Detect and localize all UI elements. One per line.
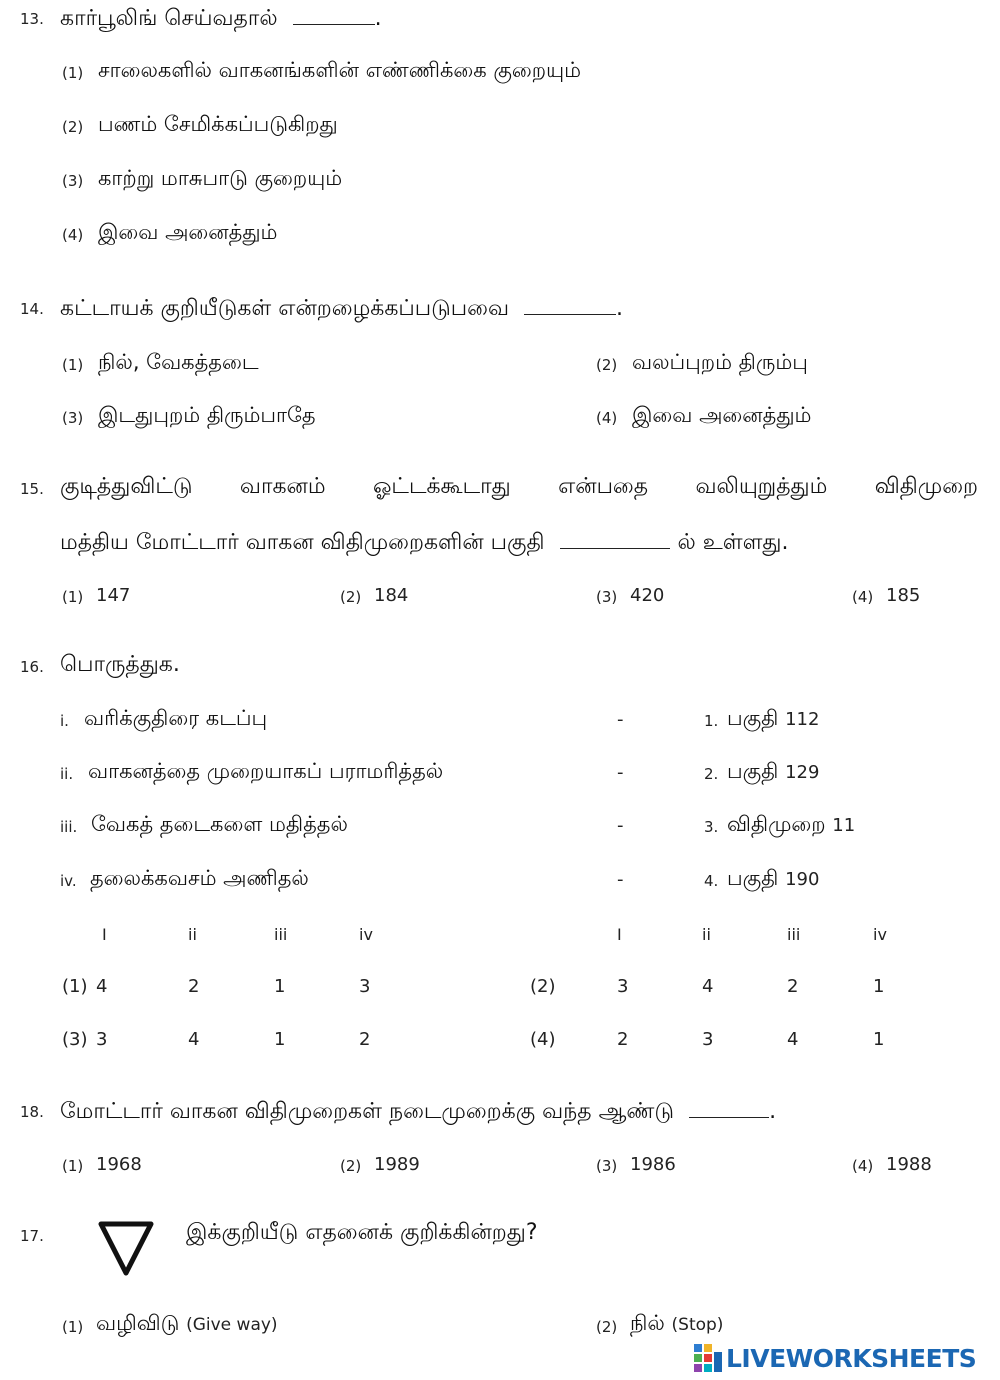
- match-row-4-roman: iv.: [60, 872, 77, 890]
- q13-option-1: சாலைகளில் வாகனங்களின் எண்ணிக்கை குறையும்: [98, 58, 581, 82]
- grid-header-left-2: ii: [188, 925, 197, 944]
- q13-option-2-number: (2): [62, 118, 84, 136]
- q16-option-2-val-2: 4: [702, 976, 714, 997]
- match-row-4-rnum: 4.: [704, 872, 719, 890]
- q14-option-1: நில், வேகத்தடை: [98, 350, 259, 374]
- q17-option-1: வழிவிடு (Give way): [96, 1311, 278, 1335]
- q14-option-4: இவை அனைத்தும்: [632, 403, 812, 427]
- q13-option-1-number: (1): [62, 64, 84, 82]
- q15-option-4-number: (4): [852, 588, 874, 606]
- q16-option-2-number: (2): [530, 976, 556, 997]
- match-row-3-left: வேகத் தடைகளை மதித்தல்: [91, 812, 348, 836]
- q14-option-1-number: (1): [62, 356, 84, 374]
- q17-option-1-number: (1): [62, 1318, 84, 1336]
- question-17-text: இக்குறியீடு எதனைக் குறிக்கின்றது?: [186, 1220, 538, 1245]
- question-13-text: கார்பூலிங் செய்வதால் .: [60, 6, 382, 31]
- brand-name: LIVEWORKSHEETS: [726, 1343, 977, 1373]
- match-row-4-dash: -: [617, 869, 624, 890]
- q15-option-1: 147: [96, 585, 131, 606]
- match-row-3-right: விதிமுறை 11: [727, 812, 856, 836]
- question-15-number: 15.: [20, 480, 44, 498]
- match-row-2-right: பகுதி 129: [727, 759, 820, 783]
- q13-option-2: பணம் சேமிக்கப்படுகிறது: [98, 112, 338, 136]
- grid-header-right-4: iv: [873, 925, 887, 944]
- q18-option-1-number: (1): [62, 1157, 84, 1175]
- q15-option-4: 185: [886, 585, 921, 606]
- match-row-2-left: வாகனத்தை முறையாகப் பராமரித்தல்: [88, 759, 444, 783]
- q14-option-4-number: (4): [596, 409, 618, 427]
- q14-option-3: இடதுபுறம் திரும்பாதே: [98, 403, 316, 427]
- q18-option-4-number: (4): [852, 1157, 874, 1175]
- q18-option-3-number: (3): [596, 1157, 618, 1175]
- match-row-1-rnum: 1.: [704, 712, 719, 730]
- match-row-3-roman: iii.: [60, 818, 78, 836]
- q15-option-2: 184: [374, 585, 409, 606]
- q16-option-3-val-2: 4: [188, 1029, 200, 1050]
- q18-option-3: 1986: [630, 1154, 676, 1175]
- give-way-triangle-icon: [96, 1218, 156, 1278]
- question-16-number: 16.: [20, 658, 44, 676]
- q14-option-3-number: (3): [62, 409, 84, 427]
- question-13-number: 13.: [20, 10, 44, 28]
- q14-option-2-number: (2): [596, 356, 618, 374]
- question-17-number: 17.: [20, 1227, 44, 1245]
- match-row-2-roman: ii.: [60, 765, 74, 783]
- q16-option-1-val-4: 3: [359, 976, 371, 997]
- question-14-number: 14.: [20, 300, 44, 318]
- q16-option-1-number: (1): [62, 976, 88, 997]
- q13-option-3-number: (3): [62, 172, 84, 190]
- q16-option-3-val-4: 2: [359, 1029, 371, 1050]
- q16-option-3-val-3: 1: [274, 1029, 286, 1050]
- question-18-text: மோட்டார் வாகன விதிமுறைகள் நடைமுறைக்கு வந்த ஆண்டு .: [60, 1099, 777, 1124]
- answer-blank: [689, 1099, 769, 1118]
- match-row-1-dash: -: [617, 709, 624, 730]
- grid-header-right-3: iii: [787, 925, 801, 944]
- q15-option-2-number: (2): [340, 588, 362, 606]
- q16-option-4-val-4: 1: [873, 1029, 885, 1050]
- q16-option-4-val-1: 2: [617, 1029, 629, 1050]
- question-16-text: பொருத்துக.: [60, 652, 180, 677]
- q13-option-4-number: (4): [62, 226, 84, 244]
- q18-option-2-number: (2): [340, 1157, 362, 1175]
- question-14-text: கட்டாயக் குறியீடுகள் என்றழைக்கப்படுபவை .: [60, 296, 624, 321]
- q17-option-2-number: (2): [596, 1318, 618, 1336]
- q18-option-4: 1988: [886, 1154, 932, 1175]
- match-row-1-left: வரிக்குதிரை கடப்பு: [84, 706, 268, 730]
- liveworksheets-logo[interactable]: [694, 1340, 976, 1376]
- q16-option-2-val-4: 1: [873, 976, 885, 997]
- q18-option-2: 1989: [374, 1154, 420, 1175]
- q16-option-2-val-3: 2: [787, 976, 799, 997]
- match-row-4-left: தலைக்கவசம் அணிதல்: [90, 866, 309, 890]
- question-15-line-1: குடித்துவிட்டு வாகனம் ஓட்டக்கூடாது என்பதை வலியுறுத்தும் விதிமுறை: [60, 474, 978, 499]
- q14-option-2: வலப்புறம் திரும்பு: [632, 350, 808, 374]
- q16-option-1-val-2: 2: [188, 976, 200, 997]
- liveworksheets-logo-icon: [694, 1344, 722, 1372]
- q18-option-1: 1968: [96, 1154, 142, 1175]
- q16-option-1-val-3: 1: [274, 976, 286, 997]
- q13-option-3: காற்று மாசுபாடு குறையும்: [98, 166, 343, 190]
- q16-option-4-val-3: 4: [787, 1029, 799, 1050]
- grid-header-right-1: I: [617, 925, 622, 944]
- match-row-1-right: பகுதி 112: [727, 706, 820, 730]
- match-row-2-dash: -: [617, 762, 624, 783]
- q15-option-3: 420: [630, 585, 665, 606]
- match-row-4-right: பகுதி 190: [727, 866, 820, 890]
- q16-option-2-val-1: 3: [617, 976, 629, 997]
- grid-header-right-2: ii: [702, 925, 711, 944]
- q16-option-4-number: (4): [530, 1029, 556, 1050]
- grid-header-left-4: iv: [359, 925, 373, 944]
- q16-option-1-val-1: 4: [96, 976, 108, 997]
- q16-option-3-number: (3): [62, 1029, 88, 1050]
- answer-blank: [293, 6, 375, 25]
- grid-header-left-1: I: [102, 925, 107, 944]
- match-row-1-roman: i.: [60, 712, 69, 730]
- q16-option-4-val-2: 3: [702, 1029, 714, 1050]
- match-row-3-dash: -: [617, 815, 624, 836]
- answer-blank: [524, 296, 616, 315]
- question-15-line-2: மத்திய மோட்டார் வாகன விதிமுறைகளின் பகுதி ல் உள்ளது.: [60, 530, 789, 555]
- q17-option-2: நில் (Stop): [630, 1311, 724, 1335]
- q16-option-3-val-1: 3: [96, 1029, 108, 1050]
- match-row-3-rnum: 3.: [704, 818, 719, 836]
- match-row-2-rnum: 2.: [704, 765, 719, 783]
- question-18-number: 18.: [20, 1103, 44, 1121]
- q15-option-1-number: (1): [62, 588, 84, 606]
- q13-option-4: இவை அனைத்தும்: [98, 220, 278, 244]
- grid-header-left-3: iii: [274, 925, 288, 944]
- answer-blank: [560, 530, 670, 549]
- q15-option-3-number: (3): [596, 588, 618, 606]
